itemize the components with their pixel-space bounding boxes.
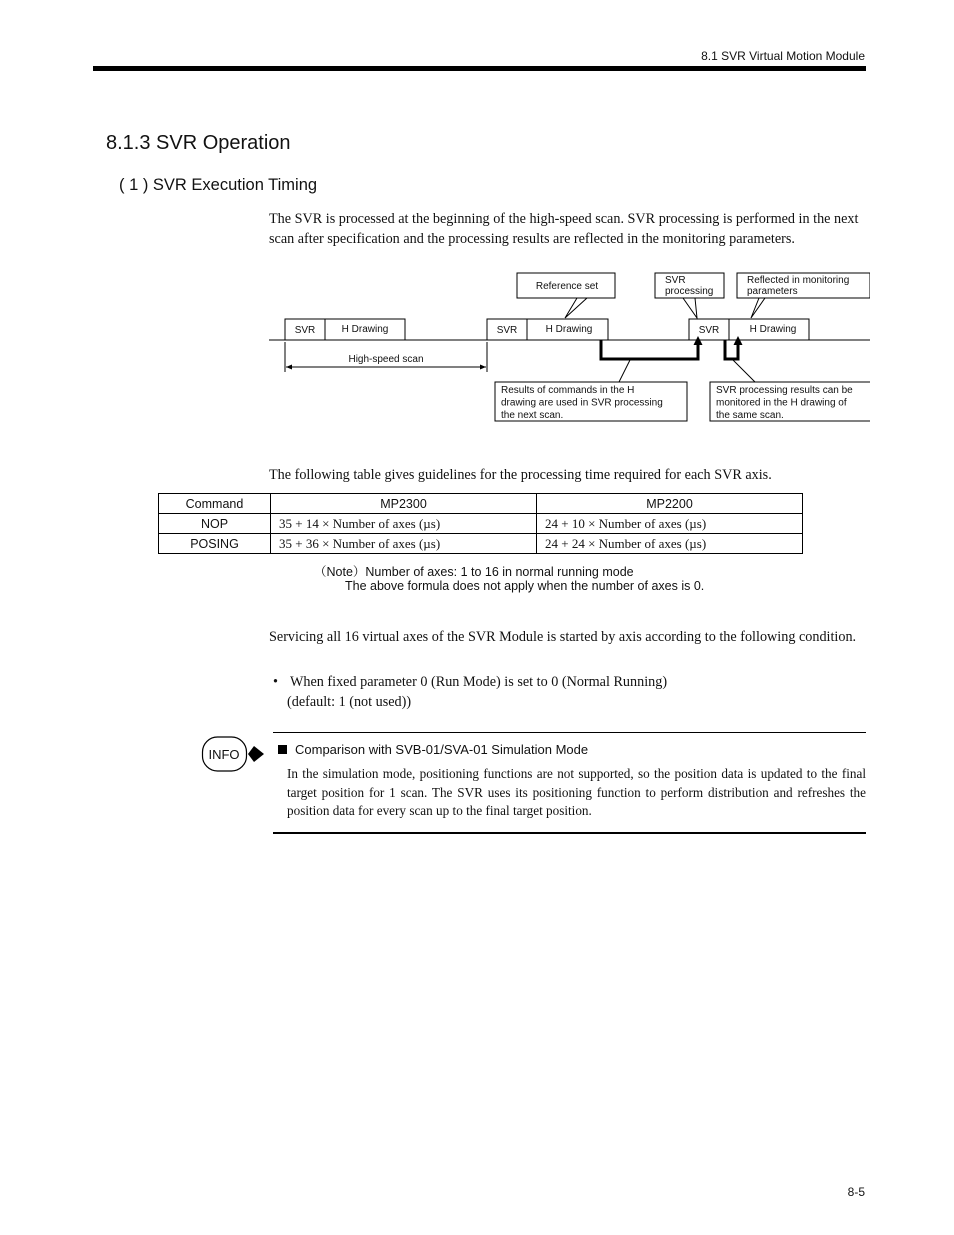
table-row [159, 514, 803, 534]
reflected-label-2: parameters [747, 286, 798, 297]
mp2300-cell: 35 + 14 × Number of axes (µs) [271, 514, 537, 534]
reference-set-label: Reference set [535, 281, 599, 292]
scan2-h-drawing-label: H Drawing [545, 324, 593, 335]
column-header-mp2300: MP2300 [271, 494, 537, 514]
column-header-command: Command [159, 494, 271, 514]
scan-span-arrow-right [480, 365, 486, 370]
section-title: 8.1.3 SVR Operation [106, 132, 291, 154]
monitored-note-line-1: SVR processing results can be [716, 385, 853, 396]
bullet-line-2: (default: 1 (not used)) [287, 694, 412, 710]
bullet-line-1: When fixed parameter 0 (Run Mode) is set to 0 (Normal Running) [290, 674, 668, 690]
run-mode-bullet [273, 672, 863, 712]
square-bullet-icon [278, 745, 287, 754]
next-scan-connector [601, 340, 698, 359]
svr-timing-diagram [265, 268, 870, 428]
results-note-line-2: drawing are used in SVR processing [501, 397, 663, 409]
scan-span-arrow-left [286, 365, 292, 370]
servicing-paragraph: Servicing all 16 virtual axes of the SVR Module is started by axis according to the following condition. [269, 629, 857, 645]
scan3-svr-label: SVR [698, 325, 720, 336]
info-heading [278, 742, 588, 757]
svr-processing-pointer [683, 298, 697, 318]
scan3-h-drawing-label: H Drawing [749, 324, 797, 335]
table-row [159, 534, 803, 554]
info-icon-label: INFO [208, 747, 240, 762]
info-body: In the simulation mode, positioning functions are not supported, so the position data is updated to the final target position for 1 scan. The SVR uses its positioning function to perform distribution and refreshes the position data for every scan up to the final target position. [287, 766, 866, 818]
monitored-note-line-2: monitored in the H drawing of [716, 397, 847, 409]
mp2200-cell: 24 + 24 × Number of axes (µs) [537, 534, 803, 554]
reflected-label-1: Reflected in monitoring [747, 275, 850, 286]
processing-time-table [158, 493, 803, 554]
scan1-h-drawing-label: H Drawing [341, 324, 389, 335]
table-note-line-1: （Note）Number of axes: 1 to 16 in normal running mode [314, 565, 634, 579]
running-header: 8.1 SVR Virtual Motion Module [701, 49, 865, 63]
scan1-svr-label: SVR [294, 325, 316, 336]
reference-set-pointer [565, 298, 587, 318]
monitored-note-pointer [733, 360, 755, 382]
info-bottom-rule [273, 832, 866, 834]
results-note-line-1: Results of commands in the H [501, 385, 635, 396]
mp2200-cell: 24 + 10 × Number of axes (µs) [537, 514, 803, 534]
monitored-note-line-3: the same scan. [716, 410, 784, 421]
high-speed-scan-label: High-speed scan [348, 354, 424, 365]
table-note-line-2: The above formula does not apply when the number of axes is 0. [345, 579, 705, 593]
column-header-mp2200: MP2200 [537, 494, 803, 514]
info-top-rule [273, 732, 866, 733]
table-header-row [159, 494, 803, 514]
svr-processing-label-2: processing [665, 286, 714, 297]
table-intro: The following table gives guidelines for the processing time required for each SVR axis. [269, 467, 772, 483]
subsection-title: ( 1 ) SVR Execution Timing [119, 176, 318, 194]
command-cell: NOP [159, 514, 271, 534]
scan2-svr-label: SVR [496, 325, 518, 336]
results-note-line-3: the next scan. [501, 410, 564, 421]
command-cell: POSING [159, 534, 271, 554]
info-heading-text: Comparison with SVB-01/SVA-01 Simulation Mode [295, 742, 589, 757]
page-number: 8-5 [847, 1185, 865, 1199]
results-note-pointer [619, 360, 630, 382]
bullet-mark: • [273, 674, 278, 690]
intro-paragraph: The SVR is processed at the beginning of the high-speed scan. SVR processing is performed in the next scan after specification and the processing results are reflected in the monitoring parameters. [269, 211, 859, 247]
reflected-pointer [751, 298, 765, 318]
info-icon [201, 735, 271, 775]
svr-processing-label-1: SVR [665, 275, 686, 286]
mp2300-cell: 35 + 36 × Number of axes (µs) [271, 534, 537, 554]
header-rule [93, 66, 866, 71]
